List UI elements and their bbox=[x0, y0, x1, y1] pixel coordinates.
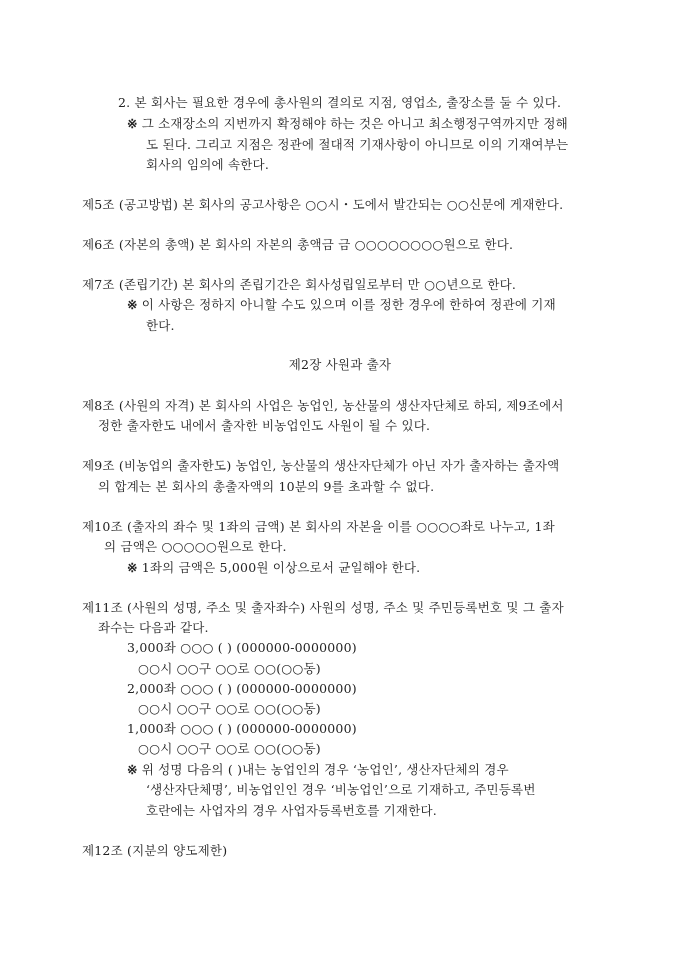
article-11-line2: 좌수는 다음과 같다. bbox=[98, 620, 209, 635]
chapter-2-title: 제2장 사원과 출자 bbox=[288, 357, 392, 372]
note-mark: ※ bbox=[127, 560, 138, 575]
note-mark: ※ bbox=[127, 297, 138, 312]
article-9-line1: 제9조 (비농업의 출자한도) 농업인, 농산물의 생산자단체가 아닌 자가 출자하는 출자액 bbox=[82, 458, 560, 473]
note-mark: ※ bbox=[127, 762, 138, 777]
article-12-heading: 제12조 (지분의 양도제한) bbox=[82, 843, 228, 858]
item2-note-line1 bbox=[127, 116, 568, 132]
item2-note-line3: 회사의 임의에 속한다. bbox=[146, 157, 269, 172]
member-address-2: ○○시 ○○구 ○○로 ○○(○○동) bbox=[138, 701, 321, 716]
article-8-line1: 제8조 (사원의 자격) 본 회사의 사업은 농업인, 농산물의 생산자단체로 하되, 제9조에서 bbox=[82, 398, 564, 413]
article-6: 제6조 (자본의 총액) 본 회사의 자본의 총액금 금 ○○○○○○○○원으로 한다. bbox=[82, 237, 514, 252]
article-11-line1: 제11조 (사원의 성명, 주소 및 출자좌수) 사원의 성명, 주소 및 주민등록번호 및 그 출자 bbox=[82, 600, 564, 615]
article-8-line2: 정한 출자한도 내에서 출자한 비농업인도 사원이 될 수 있다. bbox=[98, 418, 431, 433]
member-address-3: ○○시 ○○구 ○○로 ○○(○○동) bbox=[138, 741, 321, 756]
article-10-note-line1 bbox=[127, 560, 420, 576]
member-entry-1: 3,000좌 ○○○ ( ) (000000-0000000) bbox=[127, 640, 357, 655]
item2-note-line2: 도 된다. 그리고 지점은 정관에 절대적 기재사항이 아니므로 이의 기재여부는 bbox=[146, 137, 569, 152]
article-10-line1: 제10조 (출자의 좌수 및 1좌의 금액) 본 회사의 자본을 이를 ○○○○좌로 나누고, 1좌 bbox=[82, 519, 555, 534]
article-10-line2: 의 금액은 ○○○○○원으로 한다. bbox=[104, 539, 287, 554]
article-5: 제5조 (공고방법) 본 회사의 공고사항은 ○○시・도에서 발간되는 ○○신문에 게재한다. bbox=[82, 197, 564, 212]
member-address-1: ○○시 ○○구 ○○로 ○○(○○동) bbox=[138, 661, 321, 676]
article-11-note-line3: 호란에는 사업자의 경우 사업자등록번호를 기재한다. bbox=[146, 803, 437, 818]
article-7-note-line2: 한다. bbox=[146, 318, 175, 333]
item2-note-text1: 그 소재장소의 지번까지 확정해야 하는 것은 아니고 최소행정구역까지만 정해 bbox=[141, 116, 568, 131]
article-11-note-line2: ‘생산자단체명’, 비농업인인 경우 ‘비농업인’으로 기재하고, 주민등록번 bbox=[146, 782, 536, 797]
article-7-note-text1: 이 사항은 정하지 아니할 수도 있으며 이를 정한 경우에 한하여 정관에 기재 bbox=[141, 297, 556, 312]
article-11-note-text1: 위 성명 다음의 ( )내는 농업인의 경우 ‘농업인’, 생산자단체의 경우 bbox=[141, 762, 509, 777]
member-entry-2: 2,000좌 ○○○ ( ) (000000-0000000) bbox=[127, 681, 357, 696]
item2-line1: 2. 본 회사는 필요한 경우에 총사원의 결의로 지점, 영업소, 출장소를 둘 수 있다. bbox=[118, 95, 562, 110]
member-entry-3: 1,000좌 ○○○ ( ) (000000-0000000) bbox=[127, 721, 357, 736]
article-9-line2: 의 합계는 본 회사의 총출자액의 10분의 9를 초과할 수 없다. bbox=[98, 479, 435, 494]
article-7: 제7조 (존립기간) 본 회사의 존립기간은 회사성립일로부터 만 ○○년으로 한다. bbox=[82, 277, 517, 292]
article-7-note-line1 bbox=[127, 297, 556, 313]
article-10-note-text1: 1좌의 금액은 5,000원 이상으로서 균일해야 한다. bbox=[141, 560, 421, 575]
article-11-note-line1 bbox=[127, 762, 509, 778]
note-mark: ※ bbox=[127, 116, 138, 131]
